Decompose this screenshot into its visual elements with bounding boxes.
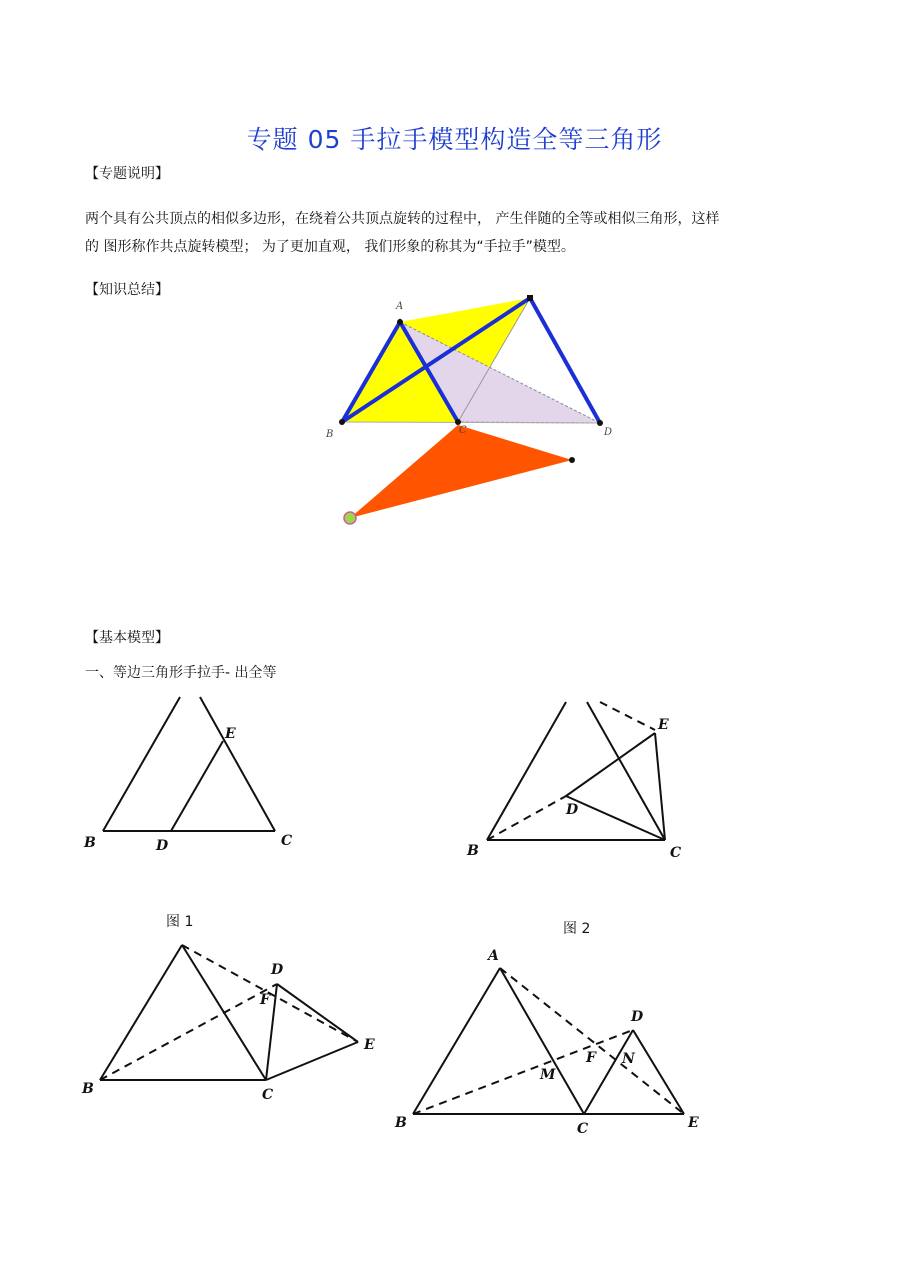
section-heading-knowledge: 【知识总结】 xyxy=(85,282,169,298)
fig3-label-e: E xyxy=(364,1037,375,1053)
fig4-label-b: B xyxy=(395,1115,407,1131)
fig1-label-d: D xyxy=(156,838,169,854)
fig2-label-e: E xyxy=(658,717,669,733)
label-c: C xyxy=(459,425,467,436)
fig4-label-a: A xyxy=(488,948,499,964)
fig2-label-d: D xyxy=(566,802,579,818)
fig4-label-n: N xyxy=(622,1051,635,1067)
figure-4 xyxy=(413,968,684,1114)
fig4-label-d: D xyxy=(631,1009,644,1025)
label-b: B xyxy=(326,429,334,440)
fig4-label-f: F xyxy=(586,1050,596,1066)
fig3-label-c: C xyxy=(262,1087,274,1103)
fig4-label-c: C xyxy=(577,1121,589,1137)
section-heading-intro: 【专题说明】 xyxy=(85,166,169,182)
intro-line-2: 的 图形称作共点旋转模型； 为了更加直观， 我们形象的称其为“手拉手”模型。 xyxy=(85,239,575,255)
fig4-label-e: E xyxy=(688,1115,699,1131)
intro-line-1: 两个具有公共顶点的相似多边形，在绕着公共顶点旋转的过程中， 产生伴随的全等或相似三角形，这样 xyxy=(85,211,720,227)
caption-figure-2: 图 2 xyxy=(563,921,591,937)
caption-figure-1: 图 1 xyxy=(166,914,194,930)
label-d: D xyxy=(604,427,613,438)
page-title: 专题 05 手拉手模型构造全等三角形 xyxy=(246,125,663,154)
fig2-label-c: C xyxy=(670,845,682,861)
section-heading-basic: 【基本模型】 xyxy=(85,630,169,646)
fig2-label-b: B xyxy=(467,843,479,859)
figure-3 xyxy=(100,945,358,1080)
fig3-label-f: F xyxy=(260,992,270,1008)
fig3-label-b: B xyxy=(82,1081,94,1097)
fig3-label-d: D xyxy=(271,962,284,978)
fig1-label-b: B xyxy=(84,835,96,851)
fig4-label-m: M xyxy=(540,1067,556,1083)
fig1-label-e: E xyxy=(225,726,236,742)
model1-title: 一、等边三角形手拉手- 出全等 xyxy=(85,665,277,681)
label-a: A xyxy=(396,301,404,312)
fig1-label-c: C xyxy=(281,833,293,849)
